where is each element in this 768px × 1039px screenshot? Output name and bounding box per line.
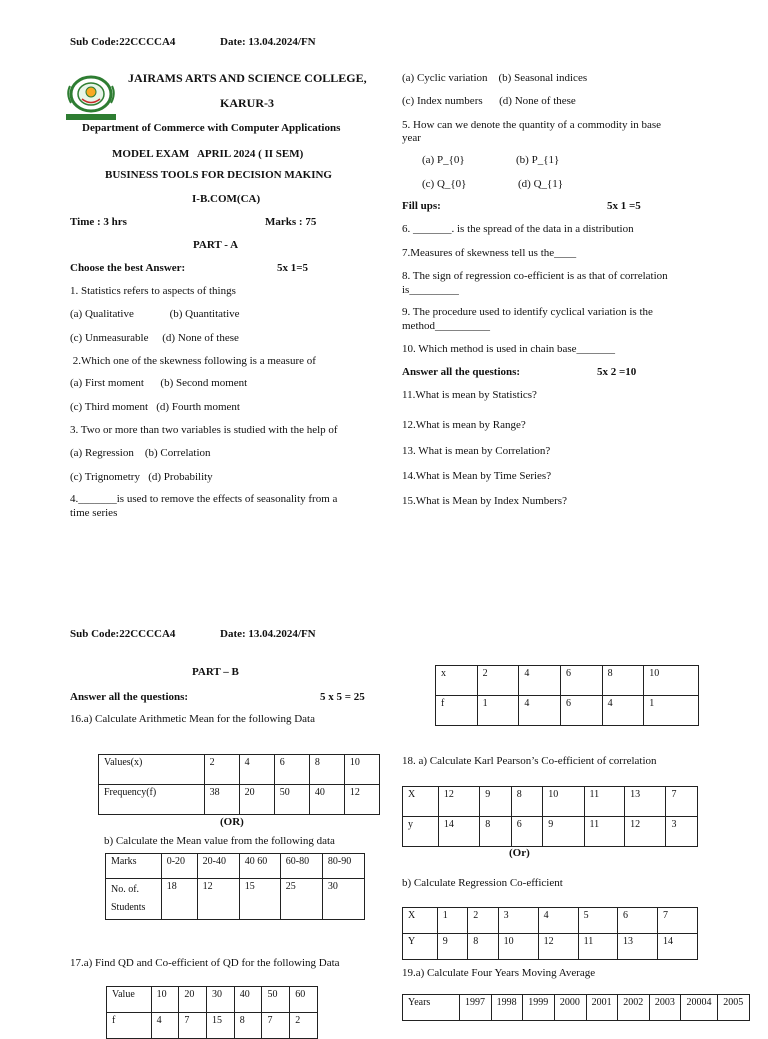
table-cell: Value xyxy=(107,987,152,1013)
table-cell: 10 xyxy=(344,755,379,785)
question-line: 1. Statistics refers to aspects of things xyxy=(70,285,236,297)
table-cell: 12 xyxy=(625,817,666,847)
table-cell: 10 xyxy=(543,787,584,817)
table-cell: 12 xyxy=(438,787,479,817)
subject-title: BUSINESS TOOLS FOR DECISION MAKING xyxy=(105,169,332,181)
exam-title: MODEL EXAM APRIL 2024 ( II SEM) xyxy=(112,148,304,160)
table-cell: 8 xyxy=(234,1013,262,1039)
x-f-table xyxy=(435,665,699,726)
or-separator: (Or) xyxy=(509,847,530,859)
table-cell: 3 xyxy=(498,908,538,934)
college-logo xyxy=(62,72,120,122)
option-line: (a) Qualitative (b) Quantitative xyxy=(70,308,240,320)
department: Department of Commerce with Computer Applications xyxy=(82,122,341,134)
table-cell: 0-20 xyxy=(161,854,197,879)
table-cell: 1998 xyxy=(491,995,523,1021)
table-cell: 30 xyxy=(207,987,235,1013)
question-19a: 19.a) Calculate Four Years Moving Average xyxy=(402,967,596,979)
table-cell: 40 xyxy=(309,785,344,815)
marks-students-table xyxy=(105,853,365,920)
question-line: time series xyxy=(70,507,118,519)
table-cell: 8 xyxy=(468,934,498,960)
table-cell: 14 xyxy=(657,934,697,960)
option-c: (c) Q_{0} xyxy=(422,178,467,190)
table-cell: Marks xyxy=(106,854,162,879)
table-cell: 50 xyxy=(262,987,290,1013)
table-cell: 4 xyxy=(519,696,561,726)
table-cell: 9 xyxy=(480,787,511,817)
table-cell: 6 xyxy=(274,755,309,785)
table-cell: 11 xyxy=(578,934,617,960)
row-label: Students xyxy=(111,902,146,913)
table-cell: 12 xyxy=(538,934,578,960)
table-row xyxy=(403,787,698,817)
table-cell: 12 xyxy=(197,879,239,920)
table-cell: 4 xyxy=(519,666,561,696)
table-cell: 11 xyxy=(584,787,625,817)
table-cell: Frequency(f) xyxy=(99,785,205,815)
table-cell: 1997 xyxy=(460,995,492,1021)
option-line: (c) Unmeasurable (d) None of these xyxy=(70,332,239,344)
table-cell: 4 xyxy=(538,908,578,934)
question-line: 2.Which one of the skewness following is a measure of xyxy=(70,355,316,367)
class-name: I-B.COM(CA) xyxy=(192,193,261,205)
table-cell: 2 xyxy=(204,755,239,785)
table-cell: 7 xyxy=(666,787,698,817)
table-cell: 2 xyxy=(290,1013,318,1039)
table-row xyxy=(403,817,698,847)
question-line: is_________ xyxy=(402,284,459,296)
table-cell: 13 xyxy=(625,787,666,817)
table-cell: 20 xyxy=(239,785,274,815)
sub-code: Sub Code:22CCCCA4 xyxy=(70,628,176,640)
option-d: (d) Q_{1} xyxy=(518,178,564,190)
table-cell: 2005 xyxy=(718,995,750,1021)
values-frequency-table xyxy=(98,754,380,815)
table-cell: 20-40 xyxy=(197,854,239,879)
question-line: 3. Two or more than two variables is studied with the help of xyxy=(70,424,338,436)
question-line: 9. The procedure used to identify cyclical variation is the xyxy=(402,306,653,318)
table-cell: 3 xyxy=(666,817,698,847)
table-cell: 6 xyxy=(511,817,542,847)
college-name: JAIRAMS ARTS AND SCIENCE COLLEGE, xyxy=(128,71,367,85)
table-cell: 60-80 xyxy=(280,854,322,879)
table-cell: 20004 xyxy=(681,995,718,1021)
question-line: 13. What is mean by Correlation? xyxy=(402,445,551,457)
table-cell: 4 xyxy=(602,696,644,726)
table-cell: 15 xyxy=(207,1013,235,1039)
sub-code: Sub Code:22CCCCA4 xyxy=(70,36,176,48)
table-cell: 2 xyxy=(477,666,519,696)
table-row xyxy=(403,908,698,934)
question-line: 5. How can we denote the quantity of a commodity in base xyxy=(402,119,662,131)
table-cell: 8 xyxy=(480,817,511,847)
question-18a: 18. a) Calculate Karl Pearson’s Co-efficient of correlation xyxy=(402,755,657,767)
or-separator: (OR) xyxy=(220,816,244,828)
table-cell: 7 xyxy=(657,908,697,934)
regression-table xyxy=(402,907,698,960)
table-cell: 4 xyxy=(151,1013,179,1039)
question-16b: b) Calculate the Mean value from the following data xyxy=(104,835,335,847)
answer-all-marks: 5x 2 =10 xyxy=(597,366,637,378)
table-cell: 12 xyxy=(344,785,379,815)
table-cell: 6 xyxy=(617,908,657,934)
table-cell: 7 xyxy=(179,1013,207,1039)
table-cell: 2 xyxy=(468,908,498,934)
table-cell: Years xyxy=(403,995,460,1021)
table-cell: f xyxy=(436,696,478,726)
table-cell: 9 xyxy=(543,817,584,847)
table-cell: 50 xyxy=(274,785,309,815)
table-cell: 5 xyxy=(578,908,617,934)
question-line: year xyxy=(402,132,421,144)
exam-page-2 xyxy=(0,620,768,1024)
table-row xyxy=(99,755,380,785)
table-cell: 2002 xyxy=(618,995,650,1021)
option-line: (a) First moment (b) Second moment xyxy=(70,377,248,389)
exam-marks: Marks : 75 xyxy=(265,216,317,228)
table-cell: Values(x) xyxy=(99,755,205,785)
option-b: (b) P_{1} xyxy=(516,154,560,166)
table-cell: 1 xyxy=(644,696,699,726)
table-row xyxy=(436,666,699,696)
table-cell: 4 xyxy=(239,755,274,785)
question-17a: 17.a) Find QD and Co-efficient of QD for the following Data xyxy=(70,957,340,969)
table-cell: 13 xyxy=(617,934,657,960)
table-row xyxy=(107,1013,318,1039)
table-cell: 20 xyxy=(179,987,207,1013)
table-cell: 2003 xyxy=(649,995,681,1021)
table-row xyxy=(403,995,750,1021)
question-line: 7.Measures of skewness tell us the____ xyxy=(402,247,577,259)
table-cell: X xyxy=(403,787,439,817)
table-cell: 38 xyxy=(204,785,239,815)
part-b-heading: PART – B xyxy=(192,666,239,678)
option-line: (a) Regression (b) Correlation xyxy=(70,447,211,459)
choose-marks: 5x 1=5 xyxy=(277,262,309,274)
table-cell: 80-90 xyxy=(322,854,364,879)
table-cell: x xyxy=(436,666,478,696)
question-line: 4._______is used to remove the effects of seasonality from a xyxy=(70,493,338,505)
question-line: 8. The sign of regression co-efficient is as that of correlation xyxy=(402,270,668,282)
table-cell: 1 xyxy=(477,696,519,726)
question-line: 15.What is Mean by Index Numbers? xyxy=(402,495,567,507)
question-line: 12.What is mean by Range? xyxy=(402,419,526,431)
table-cell: 40 60 xyxy=(239,854,280,879)
option-line: (a) Cyclic variation (b) Seasonal indices xyxy=(402,72,588,84)
part-a-heading: PART - A xyxy=(193,239,239,251)
table-cell: 8 xyxy=(602,666,644,696)
table-cell: 18 xyxy=(161,879,197,920)
table-cell: 8 xyxy=(511,787,542,817)
table-cell xyxy=(106,879,162,920)
table-cell: 10 xyxy=(151,987,179,1013)
table-row xyxy=(403,934,698,960)
table-cell: 7 xyxy=(262,1013,290,1039)
table-row xyxy=(436,696,699,726)
table-cell: X xyxy=(403,908,438,934)
table-cell: 25 xyxy=(280,879,322,920)
exam-date: Date: 13.04.2024/FN xyxy=(220,628,316,640)
table-cell: 10 xyxy=(498,934,538,960)
table-cell: 1999 xyxy=(523,995,555,1021)
college-place: KARUR-3 xyxy=(220,96,274,110)
choose-heading: Choose the best Answer: xyxy=(70,262,186,274)
answer-all-heading: Answer all the questions: xyxy=(402,366,521,378)
table-row xyxy=(107,987,318,1013)
option-a: (a) P_{0} xyxy=(422,154,465,166)
table-cell: 30 xyxy=(322,879,364,920)
table-row xyxy=(106,879,365,920)
table-cell: 11 xyxy=(584,817,625,847)
option-line: (c) Third moment (d) Fourth moment xyxy=(70,401,240,413)
correlation-table xyxy=(402,786,698,847)
question-16a: 16.a) Calculate Arithmetic Mean for the following Data xyxy=(70,713,315,725)
exam-date: Date: 13.04.2024/FN xyxy=(220,36,316,48)
table-cell: 15 xyxy=(239,879,280,920)
table-cell: y xyxy=(403,817,439,847)
table-cell: Y xyxy=(403,934,438,960)
row-label: No. of. xyxy=(111,884,140,895)
table-cell: 9 xyxy=(437,934,467,960)
option-line: (c) Trignometry (d) Probability xyxy=(70,471,213,483)
table-cell: 2000 xyxy=(554,995,586,1021)
fillups-marks: 5x 1 =5 xyxy=(607,200,641,212)
table-cell: 10 xyxy=(644,666,699,696)
years-table xyxy=(402,994,750,1021)
table-cell: 60 xyxy=(290,987,318,1013)
value-frequency-table xyxy=(106,986,318,1039)
question-line: 11.What is mean by Statistics? xyxy=(402,389,537,401)
question-18b: b) Calculate Regression Co-efficient xyxy=(402,877,563,889)
table-cell: 14 xyxy=(438,817,479,847)
table-cell: f xyxy=(107,1013,152,1039)
table-row xyxy=(99,785,380,815)
table-cell: 40 xyxy=(234,987,262,1013)
answer-all-marks: 5 x 5 = 25 xyxy=(320,691,365,703)
table-row xyxy=(106,854,365,879)
exam-time: Time : 3 hrs xyxy=(70,216,127,228)
table-cell: 2001 xyxy=(586,995,618,1021)
table-cell: 6 xyxy=(560,696,602,726)
option-line: (c) Index numbers (d) None of these xyxy=(402,95,576,107)
question-line: 10. Which method is used in chain base_______ xyxy=(402,343,616,355)
table-cell: 8 xyxy=(309,755,344,785)
answer-all-heading: Answer all the questions: xyxy=(70,691,189,703)
fillups-heading: Fill ups: xyxy=(402,200,441,212)
question-line: 6. _______. is the spread of the data in a distribution xyxy=(402,223,634,235)
table-cell: 1 xyxy=(437,908,467,934)
question-line: 14.What is Mean by Time Series? xyxy=(402,470,552,482)
table-cell: 6 xyxy=(560,666,602,696)
question-line: method__________ xyxy=(402,320,490,332)
